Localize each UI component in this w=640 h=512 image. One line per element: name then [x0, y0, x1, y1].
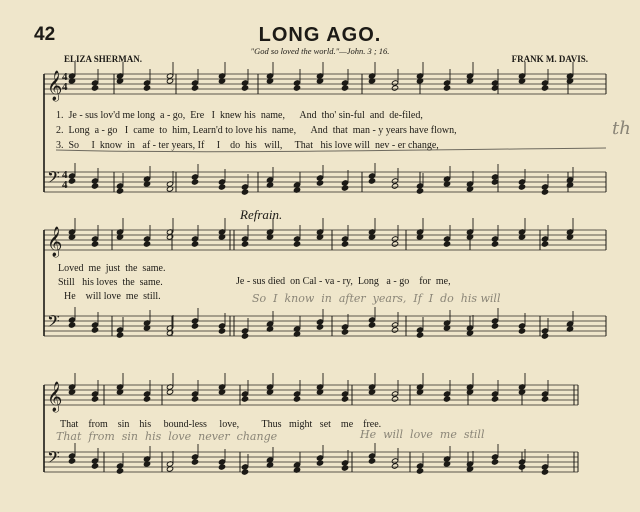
note-head [241, 396, 248, 402]
note-head [541, 333, 548, 339]
note-head [241, 391, 248, 397]
scripture-reference: "God so loved the world."—John. 3 ; 16. [250, 46, 390, 56]
note-head [68, 453, 75, 459]
note-head [541, 464, 548, 470]
note-head [91, 236, 98, 242]
note-head [341, 85, 348, 91]
bass-clef-icon: 𝄢 [47, 447, 60, 471]
note-head [368, 458, 375, 464]
note-head [391, 458, 398, 464]
note-head [368, 322, 375, 328]
note-head [316, 324, 323, 330]
note-head [191, 323, 198, 329]
note-head [293, 85, 300, 91]
note-head [91, 183, 98, 189]
note-head [443, 236, 450, 242]
note-head [191, 318, 198, 324]
note-head [116, 463, 123, 469]
note-head [391, 241, 398, 247]
note-head [91, 458, 98, 464]
note-head [391, 391, 398, 397]
note-head [241, 469, 248, 475]
treble-clef-icon: 𝄞 [47, 227, 63, 257]
time-signature: 4 [62, 71, 68, 83]
time-signature: 4 [62, 179, 68, 191]
note-head [241, 241, 248, 247]
handwritten-margin-note: th [612, 118, 631, 139]
note-head [218, 184, 225, 190]
note-head [91, 241, 98, 247]
note-head [368, 178, 375, 184]
note-head [241, 80, 248, 86]
note-head [91, 322, 98, 328]
note-head [391, 85, 398, 91]
note-head [116, 332, 123, 338]
note-head [341, 460, 348, 466]
note-head [391, 236, 398, 242]
note-head [391, 183, 398, 189]
note-head [316, 180, 323, 186]
chorus-line: Je - sus died on Cal - va - ry, Long a - go for me, [236, 276, 451, 287]
note-head [341, 324, 348, 330]
note-head [143, 241, 150, 247]
note-head [116, 468, 123, 474]
note-head [191, 179, 198, 185]
note-head [316, 319, 323, 325]
note-head [91, 80, 98, 86]
note-head [143, 396, 150, 402]
note-head [116, 183, 123, 189]
note-head [91, 396, 98, 402]
note-head [416, 332, 423, 338]
note-head [341, 180, 348, 186]
note-head [391, 80, 398, 86]
note-head [68, 178, 75, 184]
page-number: 42 [34, 24, 56, 45]
note-head [518, 179, 525, 185]
note-head [518, 464, 525, 470]
note-head [491, 318, 498, 324]
time-signature: 4 [62, 81, 68, 93]
note-head [491, 459, 498, 465]
note-head [191, 241, 198, 247]
note-head [541, 85, 548, 91]
note-head [491, 236, 498, 242]
note-head [541, 236, 548, 242]
handwritten-annotation: So I know in after years, If I do his will [252, 292, 501, 305]
note-head [416, 188, 423, 194]
note-head [416, 463, 423, 469]
treble-clef-icon: 𝄞 [47, 382, 63, 412]
note-head [293, 241, 300, 247]
note-head [341, 185, 348, 191]
note-head [91, 85, 98, 91]
note-head [491, 454, 498, 460]
verse-line-2: 2. Long a - go I came to him, Learn'd to love his name, And that man - y years have flown, [56, 125, 457, 136]
bass-clef-icon: 𝄢 [47, 311, 60, 335]
note-head [241, 85, 248, 91]
note-head [143, 80, 150, 86]
note-head [68, 458, 75, 464]
final-line: That from sin his bound-less love, Thus might set me free. [60, 419, 382, 430]
note-head [391, 327, 398, 333]
note-head [391, 322, 398, 328]
refrain-line-1: Loved me just the same. [58, 263, 166, 274]
note-head [241, 464, 248, 470]
note-head [341, 236, 348, 242]
note-head [241, 328, 248, 334]
note-head [541, 391, 548, 397]
note-head [391, 463, 398, 469]
note-head [241, 189, 248, 195]
treble-clef-icon: 𝄞 [47, 71, 63, 101]
handwritten-annotation: That from sin his love never change [56, 430, 278, 443]
handwritten-annotation: He will love me still [360, 428, 485, 441]
note-head [541, 396, 548, 402]
note-head [391, 396, 398, 402]
note-head [541, 241, 548, 247]
note-head [541, 469, 548, 475]
note-head [91, 463, 98, 469]
note-head [416, 183, 423, 189]
refrain-line-3: He will love me still. [64, 291, 161, 302]
note-head [191, 454, 198, 460]
note-head [443, 85, 450, 91]
note-head [416, 327, 423, 333]
note-head [443, 396, 450, 402]
note-head [191, 236, 198, 242]
note-head [218, 323, 225, 329]
note-head [191, 396, 198, 402]
note-head [241, 184, 248, 190]
note-head [443, 80, 450, 86]
note-head [218, 464, 225, 470]
note-head [218, 328, 225, 334]
note-head [241, 333, 248, 339]
note-head [368, 453, 375, 459]
note-head [541, 189, 548, 195]
note-head [443, 241, 450, 247]
note-head [191, 174, 198, 180]
time-signature: 4 [62, 169, 68, 181]
note-head [541, 184, 548, 190]
note-head [518, 328, 525, 334]
note-head [491, 396, 498, 402]
note-head [191, 459, 198, 465]
note-head [116, 188, 123, 194]
note-head [293, 396, 300, 402]
verse-line-1: 1. Je - sus lov'd me long a - go, Ere I knew his name, And tho' sin-ful and de-filed, [56, 110, 423, 121]
bass-clef-icon: 𝄢 [47, 167, 60, 191]
note-head [91, 391, 98, 397]
note-head [518, 323, 525, 329]
note-head [241, 236, 248, 242]
note-head [191, 391, 198, 397]
note-head [293, 236, 300, 242]
note-head [316, 175, 323, 181]
note-head [143, 85, 150, 91]
note-head [541, 328, 548, 334]
note-head [341, 465, 348, 471]
note-head [491, 323, 498, 329]
composer-credit: FRANK M. DAVIS. [511, 54, 588, 64]
note-head [293, 391, 300, 397]
note-head [143, 236, 150, 242]
note-head [68, 173, 75, 179]
note-head [116, 327, 123, 333]
note-head [218, 459, 225, 465]
note-head [518, 459, 525, 465]
hymn-title: LONG AGO. [258, 24, 382, 46]
note-head [391, 178, 398, 184]
refrain-line-2: Still his loves the same. [58, 277, 163, 288]
note-head [341, 329, 348, 335]
refrain-label: Refrain. [240, 207, 283, 222]
note-head [518, 184, 525, 190]
note-head [341, 80, 348, 86]
note-head [541, 80, 548, 86]
note-head [443, 391, 450, 397]
note-head [491, 391, 498, 397]
note-head [491, 241, 498, 247]
author-credit: ELIZA SHERMAN. [64, 54, 143, 64]
note-head [191, 80, 198, 86]
note-head [316, 460, 323, 466]
note-head [368, 317, 375, 323]
note-head [341, 396, 348, 402]
note-head [191, 85, 198, 91]
note-head [293, 80, 300, 86]
note-head [316, 455, 323, 461]
note-head [68, 317, 75, 323]
note-head [416, 468, 423, 474]
note-head [341, 391, 348, 397]
note-head [368, 173, 375, 179]
note-head [218, 179, 225, 185]
verse-line-3: 3. So I know in af - ter years, If I do his will, That his love will nev - er change, [56, 140, 439, 151]
note-head [91, 327, 98, 333]
note-head [341, 241, 348, 247]
note-head [91, 178, 98, 184]
note-head [143, 391, 150, 397]
note-head [68, 322, 75, 328]
